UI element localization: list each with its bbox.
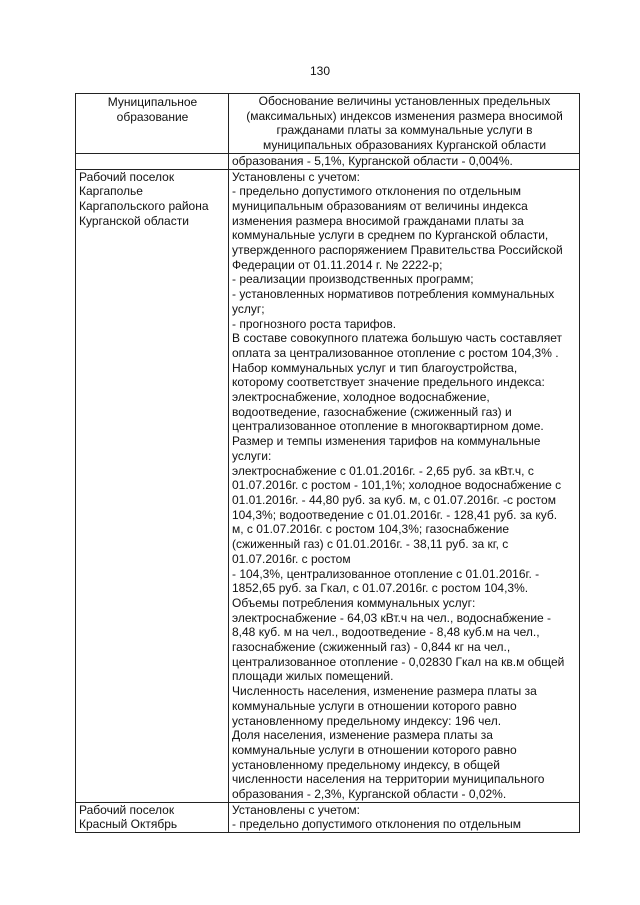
justification-line: электроснабжение, холодное водоснабжение, <box>232 390 490 405</box>
header-line: Обоснование величины установленных предельных <box>258 94 551 108</box>
justification-line: утвержденного распоряжением Правительства Российской <box>232 243 563 258</box>
justification-line: электроснабжение - 64,03 кВт.ч на чел., водоснабжение - <box>232 610 552 625</box>
justification-line: изменения размера вносимой гражданами платы за <box>232 213 524 228</box>
page-number: 130 <box>309 64 331 78</box>
municipality-line: Рабочий поселок <box>79 169 175 184</box>
justification-line: образования - 2,3%, Курганской области - 0,02%. <box>232 787 507 802</box>
justification-line: электроснабжение с 01.01.2016г. - 2,65 руб. за кВт.ч, с <box>232 463 534 478</box>
justification-line: Численность населения, изменение размера платы за <box>232 684 537 699</box>
justification-line: Набор коммунальных услуг и тип благоустройства, <box>232 360 518 375</box>
justification-line: численности населения на территории муниципального <box>232 772 545 787</box>
justification-line: муниципальным образованиям от величины индекса <box>232 198 528 213</box>
justification-line: оплата за централизованное отопление с ростом 104,3% . <box>232 345 559 360</box>
justification-line: (сжиженный газ) с 01.01.2016г. - 38,11 руб. за кг, с <box>232 537 509 552</box>
continuation-text <box>229 153 580 169</box>
municipality-line: Курганской области <box>79 213 189 228</box>
justification-line: 01.07.2016г. с ростом <box>232 551 351 566</box>
header-line: гражданами платы за коммунальные услуги в <box>276 123 533 138</box>
justification-line: коммунальные услуги в среднем по Курганской области, <box>232 228 549 243</box>
justification-line: 1852,65 руб. за Гкал, с 01.07.2016г. с ростом 104,3%. <box>232 581 529 596</box>
justification-line: услуг; <box>232 301 265 316</box>
justification-line: централизованное отопление в многоквартирном доме. <box>232 419 544 434</box>
justification-line: Федерации от 01.11.2014 г. № 2222-р; <box>232 257 443 272</box>
justification-line: Объемы потребления коммунальных услуг: <box>232 595 476 610</box>
justification-cell <box>229 169 580 802</box>
justification-line: коммунальные услуги в отношении которого равно <box>232 742 517 757</box>
justification-line: установленному предельному индексу, в общей <box>232 757 500 772</box>
indices-table <box>75 93 580 833</box>
justification-line: Установлены с учетом: <box>232 169 360 184</box>
municipality-cell <box>76 802 229 832</box>
justification-line: установленному предельному индексу: 196 чел. <box>232 713 502 728</box>
justification-line: 104,3%; водоотведение с 01.01.2016г. - 128,41 руб. за куб. <box>232 507 558 522</box>
continuation-row <box>76 153 580 169</box>
justification-line: 01.07.2016г. с ростом - 101,1%; холодное водоснабжение с <box>232 478 562 493</box>
text-line: образования - 5,1%, Курганской области - 0,004%. <box>232 153 513 168</box>
justification-line: 01.01.2016г. - 44,80 руб. за куб. м, с 01.07.2016г. -с ростом <box>232 492 556 507</box>
municipality-cell <box>76 169 229 802</box>
justification-line: - прогнозного роста тарифов. <box>232 316 397 331</box>
table-row <box>76 802 580 832</box>
justification-cell <box>229 802 580 832</box>
header-line: образование <box>116 109 189 124</box>
justification-line: 8,48 куб. м на чел., водоотведение - 8,48 куб.м на чел., <box>232 625 540 640</box>
justification-line: водоотведение, газоснабжение (сжиженный газ) и <box>232 404 512 419</box>
table-row <box>76 169 580 802</box>
justification-line: Доля населения, изменение размера платы за <box>232 728 493 743</box>
justification-line: централизованное отопление - 0,02830 Гкал на кв.м общей <box>232 654 565 669</box>
justification-line: газоснабжение (сжиженный газ) - 0,844 кг на чел., <box>232 640 511 655</box>
municipality-line: Каргапольского района <box>79 198 209 213</box>
justification-line: Размер и темпы изменения тарифов на коммунальные <box>232 434 541 449</box>
header-justification <box>229 94 580 154</box>
table-header-row <box>76 94 580 154</box>
justification-line: м, с 01.07.2016г. с ростом 104,3%; газоснабжение <box>232 522 509 537</box>
justification-line: коммунальные услуги в отношении которого равно <box>232 698 517 713</box>
continuation-municipality <box>76 153 229 169</box>
municipality-line: Красный Октябрь <box>79 817 178 832</box>
justification-line: услуги: <box>232 448 272 463</box>
header-line: (максимальных) индексов изменения размера вносимой <box>246 108 563 123</box>
justification-line: - установленных нормативов потребления коммунальных <box>232 287 555 302</box>
municipality-line: Каргаполье <box>79 184 143 199</box>
justification-line: - реализации производственных программ; <box>232 272 474 287</box>
justification-line: - предельно допустимого отклонения по отдельным <box>232 184 521 199</box>
justification-line: Установлены с учетом: <box>232 802 360 817</box>
justification-line: - предельно допустимого отклонения по отдельным <box>232 817 521 832</box>
municipality-line: Рабочий поселок <box>79 802 175 817</box>
justification-line: В составе совокупного платежа большую часть составляет <box>232 331 563 346</box>
header-municipality <box>76 94 229 154</box>
justification-line: площади жилых помещений. <box>232 669 394 684</box>
header-line: муниципальных образованиях Курганской области <box>262 138 547 153</box>
header-line: Муниципальное <box>107 95 198 109</box>
justification-line: - 104,3%, централизованное отопление с 01.01.2016г. - <box>232 566 540 581</box>
justification-line: которому соответствует значение предельного индекса: <box>232 375 545 390</box>
